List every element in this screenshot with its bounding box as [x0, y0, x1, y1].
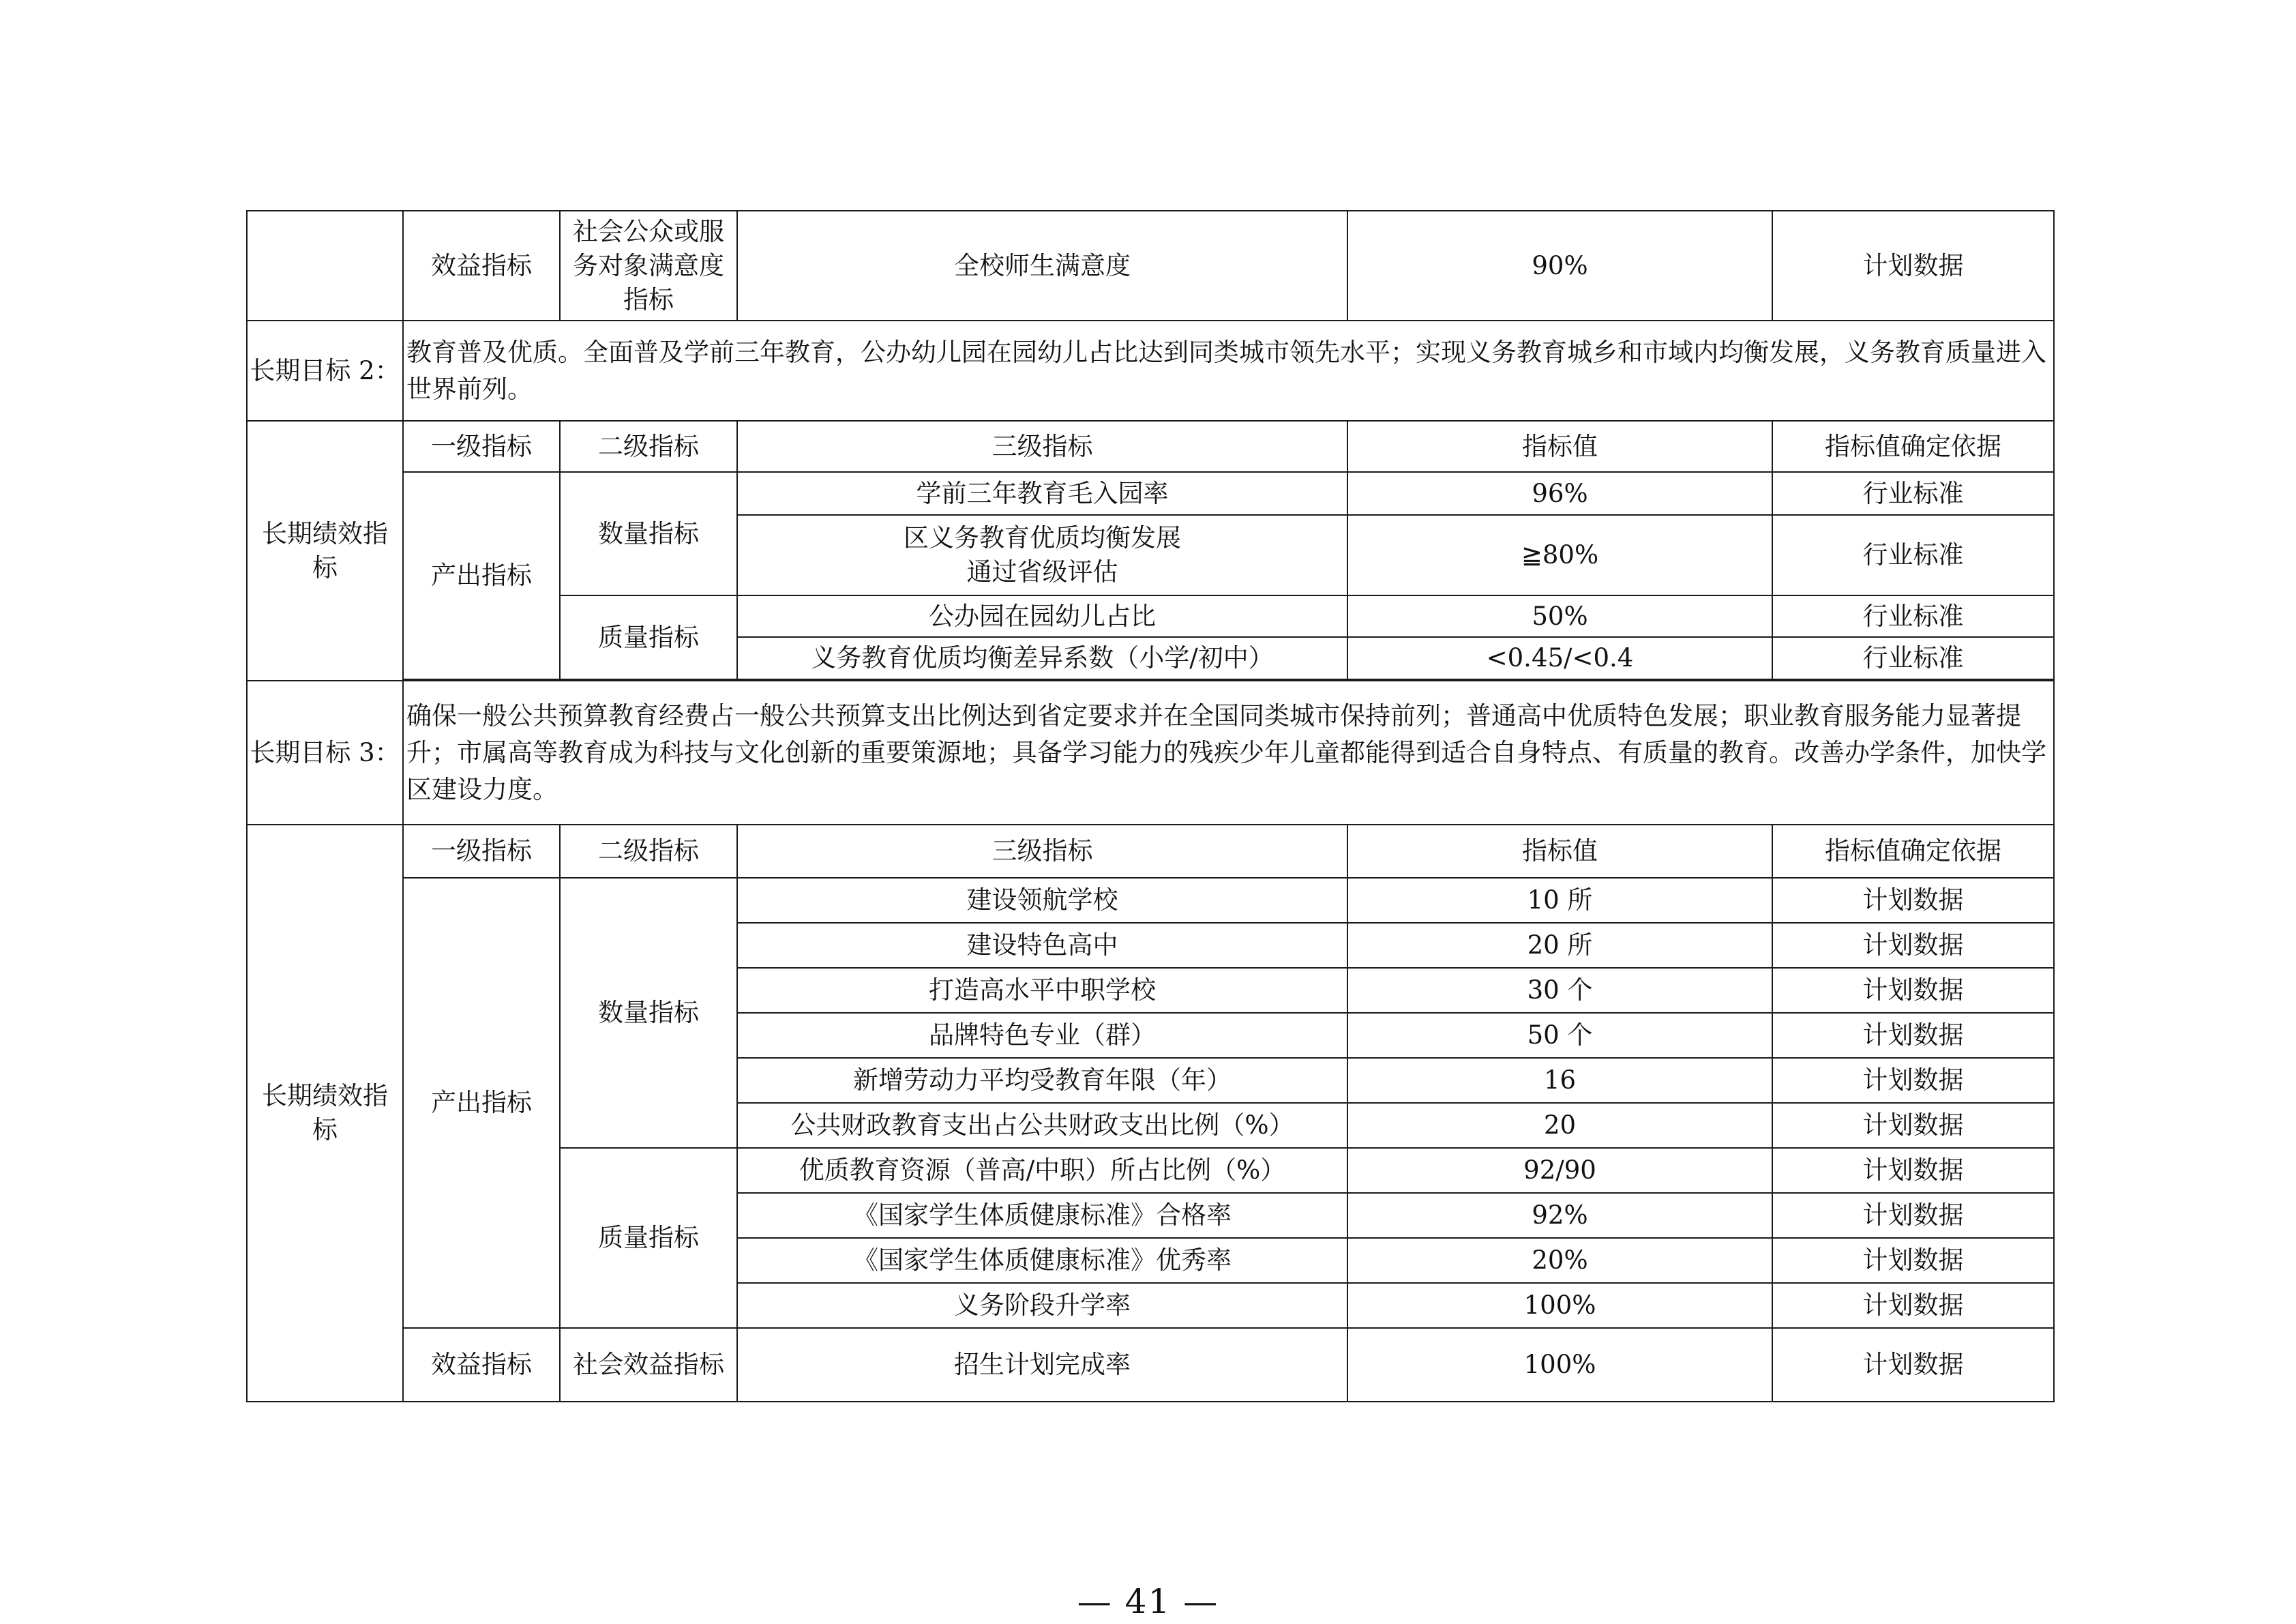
section-label: 长期绩效指标 — [247, 421, 403, 681]
header-row — [247, 825, 2054, 878]
basis-cell: 计划数据 — [1772, 1328, 2054, 1402]
level3-cell: 建设领航学校 — [737, 878, 1347, 923]
section-label: 长期绩效指标 — [247, 825, 403, 1402]
value-cell: 20 所 — [1347, 923, 1772, 968]
basis-cell: 计划数据 — [1772, 878, 2054, 923]
goal-text: 确保一般公共预算教育经费占一般公共预算支出比例达到省定要求并在全国同类城市保持前列；普通高中优质特色发展；职业教育服务能力显著提升；市属高等教育成为科技与文化创新的重要策源地；具备学习能力的残疾少年儿童都能得到适合自身特点、有质量的教育。改善办学条件，加快学区建设力度。 — [403, 681, 2054, 825]
basis-cell: 行业标准 — [1772, 472, 2054, 515]
header-value: 指标值 — [1347, 421, 1772, 472]
header-level1: 一级指标 — [403, 421, 560, 472]
basis-cell: 计划数据 — [1772, 1103, 2054, 1148]
header-row — [247, 421, 2054, 472]
value-cell: 100% — [1347, 1283, 1772, 1328]
level3-cell: 招生计划完成率 — [737, 1328, 1347, 1402]
level3-cell: 公办园在园幼儿占比 — [737, 595, 1347, 637]
benefit-indicator: 效益指标 — [403, 1328, 560, 1402]
level3-cell: 品牌特色专业（群） — [737, 1013, 1347, 1058]
value-cell: 16 — [1347, 1058, 1772, 1103]
goal-label: 长期目标 3： — [247, 681, 403, 825]
table-row — [247, 878, 2054, 923]
output-indicator: 产出指标 — [403, 878, 560, 1328]
level3-cell: 公共财政教育支出占公共财政支出比例（%） — [737, 1103, 1347, 1148]
level3-cell: 打造高水平中职学校 — [737, 968, 1347, 1013]
header-value: 指标值 — [1347, 825, 1772, 878]
header-level1: 一级指标 — [403, 825, 560, 878]
page-number: — 41 — — [1077, 1582, 1219, 1621]
basis-cell: 计划数据 — [1772, 923, 2054, 968]
goal-label: 长期目标 2： — [247, 321, 403, 421]
value-cell: 100% — [1347, 1328, 1772, 1402]
value-cell: 50% — [1347, 595, 1772, 637]
value-cell: 30 个 — [1347, 968, 1772, 1013]
basis-cell: 计划数据 — [1772, 1193, 2054, 1238]
table-row — [247, 472, 2054, 515]
table-row — [247, 211, 2054, 321]
empty-cell — [247, 211, 403, 321]
header-level3: 三级指标 — [737, 825, 1347, 878]
value-cell: 90% — [1347, 211, 1772, 321]
basis-cell: 计划数据 — [1772, 1283, 2054, 1328]
level2-cell: 社会公众或服务对象满意度指标 — [560, 211, 737, 321]
level3-cell: 《国家学生体质健康标准》合格率 — [737, 1193, 1347, 1238]
header-basis: 指标值确定依据 — [1772, 825, 2054, 878]
value-cell: 50 个 — [1347, 1013, 1772, 1058]
basis-cell: 行业标准 — [1772, 595, 2054, 637]
basis-cell: 计划数据 — [1772, 211, 2054, 321]
value-cell: 20 — [1347, 1103, 1772, 1148]
social-benefit-indicator: 社会效益指标 — [560, 1328, 737, 1402]
quality-indicator: 质量指标 — [560, 595, 737, 679]
level3-cell: 建设特色高中 — [737, 923, 1347, 968]
quantity-indicator: 数量指标 — [560, 878, 737, 1148]
quantity-indicator: 数量指标 — [560, 472, 737, 595]
level3-cell: 区义务教育优质均衡发展通过省级评估 — [737, 515, 1347, 595]
value-cell: 10 所 — [1347, 878, 1772, 923]
goal-row — [247, 681, 2054, 825]
value-cell: 96% — [1347, 472, 1772, 515]
header-level2: 二级指标 — [560, 421, 737, 472]
basis-cell: 计划数据 — [1772, 1058, 2054, 1103]
value-cell: <0.45/<0.4 — [1347, 637, 1772, 679]
level1-cell: 效益指标 — [403, 211, 560, 321]
level3-cell: 全校师生满意度 — [737, 211, 1347, 321]
basis-cell: 计划数据 — [1772, 1148, 2054, 1193]
header-level3: 三级指标 — [737, 421, 1347, 472]
output-indicator: 产出指标 — [403, 472, 560, 679]
performance-indicator-table — [246, 210, 2055, 1402]
level3-cell: 义务阶段升学率 — [737, 1283, 1347, 1328]
quality-indicator: 质量指标 — [560, 1148, 737, 1328]
goal-text: 教育普及优质。全面普及学前三年教育，公办幼儿园在园幼儿占比达到同类城市领先水平；实现义务教育城乡和市域内均衡发展，义务教育质量进入世界前列。 — [403, 321, 2054, 421]
goal-row — [247, 321, 2054, 421]
value-cell: ≧80% — [1347, 515, 1772, 595]
basis-cell: 计划数据 — [1772, 968, 2054, 1013]
value-cell: 92/90 — [1347, 1148, 1772, 1193]
basis-cell: 计划数据 — [1772, 1013, 2054, 1058]
header-level2: 二级指标 — [560, 825, 737, 878]
value-cell: 20% — [1347, 1238, 1772, 1283]
value-cell: 92% — [1347, 1193, 1772, 1238]
table-row — [247, 1328, 2054, 1402]
level3-cell: 《国家学生体质健康标准》优秀率 — [737, 1238, 1347, 1283]
header-basis: 指标值确定依据 — [1772, 421, 2054, 472]
level3-cell: 义务教育优质均衡差异系数（小学/初中） — [737, 637, 1347, 679]
level3-cell: 优质教育资源（普高/中职）所占比例（%） — [737, 1148, 1347, 1193]
basis-cell: 计划数据 — [1772, 1238, 2054, 1283]
level3-cell: 新增劳动力平均受教育年限（年） — [737, 1058, 1347, 1103]
basis-cell: 行业标准 — [1772, 637, 2054, 679]
basis-cell: 行业标准 — [1772, 515, 2054, 595]
level3-cell: 学前三年教育毛入园率 — [737, 472, 1347, 515]
